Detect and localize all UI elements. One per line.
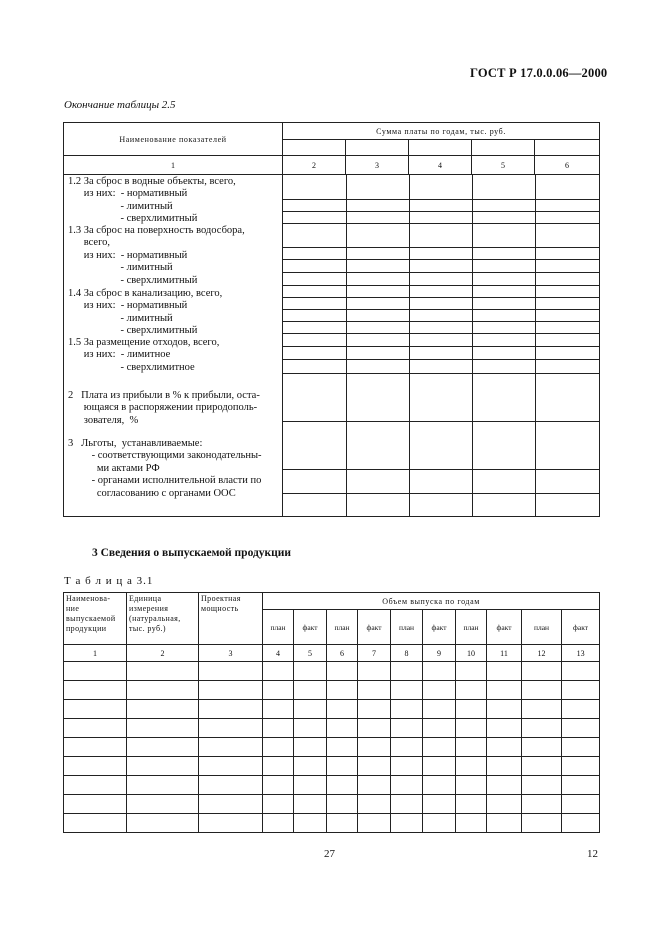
empty-cell bbox=[358, 662, 391, 681]
col-number: 5 bbox=[294, 645, 327, 662]
empty-cell bbox=[391, 719, 423, 738]
empty-cell bbox=[127, 662, 199, 681]
empty-cell bbox=[127, 700, 199, 719]
empty-cell bbox=[562, 681, 600, 700]
sheet-number: 12 bbox=[587, 848, 598, 860]
empty-cell bbox=[263, 700, 294, 719]
empty-cell bbox=[263, 662, 294, 681]
empty-cell bbox=[456, 681, 487, 700]
empty-cell bbox=[127, 814, 199, 833]
col-number: 2 bbox=[283, 156, 346, 175]
empty-cell bbox=[522, 738, 562, 757]
empty-cell bbox=[391, 776, 423, 795]
empty-cell bbox=[562, 719, 600, 738]
empty-cell bbox=[127, 795, 199, 814]
empty-cell bbox=[522, 757, 562, 776]
payment-sum-header: Сумма платы по годам, тыс. руб. bbox=[283, 123, 600, 140]
empty-cell bbox=[327, 700, 358, 719]
indicator-2: 2 Плата из прибыли в % к прибыли, оста- ющаяся в распоряжении природополь- зователя, % bbox=[68, 390, 260, 426]
table-row bbox=[64, 662, 600, 681]
section-3-title: 3 Сведения о выпускаемой продукции bbox=[92, 547, 292, 559]
empty-cell bbox=[391, 757, 423, 776]
empty-cell bbox=[456, 662, 487, 681]
empty-cell bbox=[127, 757, 199, 776]
col-number: 9 bbox=[423, 645, 456, 662]
empty-cell bbox=[522, 814, 562, 833]
col-number: 3 bbox=[346, 156, 409, 175]
table-row bbox=[64, 700, 600, 719]
col-number: 4 bbox=[409, 156, 472, 175]
fact-subheader: факт bbox=[358, 610, 391, 645]
empty-cell bbox=[487, 757, 522, 776]
col-number: 8 bbox=[391, 645, 423, 662]
plan-subheader: план bbox=[263, 610, 294, 645]
empty-cell bbox=[199, 662, 263, 681]
col-number: 13 bbox=[562, 645, 600, 662]
empty-cell bbox=[358, 719, 391, 738]
empty-cell bbox=[127, 719, 199, 738]
output-volume-header: Объем выпуска по годам bbox=[263, 593, 600, 610]
value-grid-lines bbox=[283, 175, 600, 516]
empty-cell bbox=[423, 757, 456, 776]
empty-cell bbox=[522, 776, 562, 795]
empty-cell bbox=[294, 719, 327, 738]
empty-cell bbox=[263, 719, 294, 738]
empty-cell bbox=[358, 738, 391, 757]
empty-cell bbox=[522, 700, 562, 719]
empty-cell bbox=[487, 814, 522, 833]
empty-cell bbox=[294, 700, 327, 719]
empty-cell bbox=[487, 795, 522, 814]
page-number: 27 bbox=[324, 848, 335, 860]
table-3-1 bbox=[63, 592, 600, 833]
empty-cell bbox=[487, 700, 522, 719]
empty-cell bbox=[423, 776, 456, 795]
product-name-header: Наименова- ние выпускаемой продукции bbox=[64, 593, 127, 645]
indicator-3: 3 Льготы, устанавливаемые: - соответствующими законодательны- ми актами РФ - органами исполнительной власти по согласованию с органами ООС bbox=[68, 438, 262, 499]
table-continuation-caption: Окончание таблицы 2.5 bbox=[64, 99, 176, 111]
col-number: 3 bbox=[199, 645, 263, 662]
table-row bbox=[64, 719, 600, 738]
empty-cell bbox=[263, 776, 294, 795]
empty-cell bbox=[199, 719, 263, 738]
empty-cell bbox=[487, 662, 522, 681]
empty-cell bbox=[64, 662, 127, 681]
empty-cell bbox=[64, 681, 127, 700]
empty-cell bbox=[327, 795, 358, 814]
empty-cell bbox=[456, 738, 487, 757]
empty-cell bbox=[391, 681, 423, 700]
col-number: 1 bbox=[64, 645, 127, 662]
empty-cell bbox=[487, 738, 522, 757]
empty-cell bbox=[64, 776, 127, 795]
fact-subheader: факт bbox=[487, 610, 522, 645]
plan-subheader: план bbox=[456, 610, 487, 645]
empty-cell bbox=[456, 776, 487, 795]
empty-cell bbox=[391, 662, 423, 681]
indicator-list-cell bbox=[64, 175, 283, 517]
empty-cell bbox=[562, 700, 600, 719]
empty-cell bbox=[391, 814, 423, 833]
empty-cell bbox=[263, 795, 294, 814]
empty-cell bbox=[456, 795, 487, 814]
empty-cell bbox=[199, 738, 263, 757]
value-grid bbox=[283, 175, 600, 517]
fact-subheader: факт bbox=[562, 610, 600, 645]
empty-cell bbox=[327, 719, 358, 738]
document-code: ГОСТ Р 17.0.0.06—2000 bbox=[470, 66, 608, 80]
indicator-group-1-3: 1.3 За сброс на поверхность водосбора, всего, из них: - нормативный - лимитный - сверхлимитный bbox=[68, 225, 245, 286]
empty-cell bbox=[358, 757, 391, 776]
empty-cell bbox=[64, 814, 127, 833]
empty-cell bbox=[294, 757, 327, 776]
empty-cell bbox=[327, 757, 358, 776]
empty-cell bbox=[327, 738, 358, 757]
empty-cell bbox=[263, 738, 294, 757]
unit-header: Единица измерения (натуральная, тыс. руб.) bbox=[127, 593, 199, 645]
empty-cell bbox=[64, 738, 127, 757]
empty-cell bbox=[294, 738, 327, 757]
empty-cell bbox=[487, 719, 522, 738]
empty-cell bbox=[199, 814, 263, 833]
col-number: 1 bbox=[64, 156, 283, 175]
empty-cell bbox=[294, 795, 327, 814]
blank-subheader-cell bbox=[409, 140, 472, 156]
empty-cell bbox=[423, 814, 456, 833]
empty-cell bbox=[294, 662, 327, 681]
empty-cell bbox=[562, 757, 600, 776]
fact-subheader: факт bbox=[423, 610, 456, 645]
empty-cell bbox=[263, 681, 294, 700]
empty-cell bbox=[327, 776, 358, 795]
col-number: 6 bbox=[327, 645, 358, 662]
empty-cell bbox=[391, 700, 423, 719]
blank-subheader-cell bbox=[283, 140, 346, 156]
col-number: 11 bbox=[487, 645, 522, 662]
empty-cell bbox=[294, 776, 327, 795]
col-number: 10 bbox=[456, 645, 487, 662]
empty-cell bbox=[199, 700, 263, 719]
empty-cell bbox=[327, 814, 358, 833]
empty-cell bbox=[562, 814, 600, 833]
empty-cell bbox=[199, 681, 263, 700]
empty-cell bbox=[263, 814, 294, 833]
indicator-group-1-2: 1.2 За сброс в водные объекты, всего, из них: - нормативный - лимитный - сверхлимитный bbox=[68, 176, 236, 225]
empty-cell bbox=[358, 814, 391, 833]
empty-cell bbox=[127, 776, 199, 795]
table-3-1-caption: Т а б л и ц а 3.1 bbox=[64, 575, 154, 587]
empty-cell bbox=[358, 700, 391, 719]
empty-cell bbox=[199, 776, 263, 795]
empty-cell bbox=[562, 662, 600, 681]
table-row bbox=[64, 814, 600, 833]
empty-cell bbox=[358, 681, 391, 700]
design-capacity-header: Проектная мощность bbox=[199, 593, 263, 645]
empty-cell bbox=[487, 681, 522, 700]
plan-subheader: план bbox=[391, 610, 423, 645]
indicator-name-header: Наименование показателей bbox=[64, 123, 283, 156]
empty-cell bbox=[64, 719, 127, 738]
empty-cell bbox=[327, 662, 358, 681]
empty-cell bbox=[456, 757, 487, 776]
empty-cell bbox=[423, 719, 456, 738]
empty-cell bbox=[562, 776, 600, 795]
empty-cell bbox=[456, 719, 487, 738]
empty-cell bbox=[358, 776, 391, 795]
table-2-5 bbox=[63, 122, 600, 517]
fact-subheader: факт bbox=[294, 610, 327, 645]
table-row bbox=[64, 776, 600, 795]
empty-cell bbox=[64, 757, 127, 776]
col-number: 5 bbox=[472, 156, 535, 175]
empty-cell bbox=[522, 719, 562, 738]
plan-subheader: план bbox=[522, 610, 562, 645]
empty-cell bbox=[423, 662, 456, 681]
table-3-1-body bbox=[64, 662, 600, 833]
col-number: 7 bbox=[358, 645, 391, 662]
empty-cell bbox=[294, 814, 327, 833]
empty-cell bbox=[391, 795, 423, 814]
empty-cell bbox=[327, 681, 358, 700]
table-row bbox=[64, 738, 600, 757]
empty-cell bbox=[423, 700, 456, 719]
empty-cell bbox=[64, 795, 127, 814]
blank-subheader-cell bbox=[472, 140, 535, 156]
blank-subheader-cell bbox=[535, 140, 600, 156]
empty-cell bbox=[294, 681, 327, 700]
col-number: 4 bbox=[263, 645, 294, 662]
empty-cell bbox=[522, 662, 562, 681]
empty-cell bbox=[423, 738, 456, 757]
indicator-group-1-4: 1.4 За сброс в канализацию, всего, из них: - нормативный - лимитный - сверхлимитный bbox=[68, 288, 223, 337]
empty-cell bbox=[127, 738, 199, 757]
table-row bbox=[64, 757, 600, 776]
empty-cell bbox=[522, 795, 562, 814]
table-row bbox=[64, 681, 600, 700]
empty-cell bbox=[64, 700, 127, 719]
empty-cell bbox=[127, 681, 199, 700]
table-row bbox=[64, 795, 600, 814]
empty-cell bbox=[423, 681, 456, 700]
empty-cell bbox=[199, 757, 263, 776]
empty-cell bbox=[456, 700, 487, 719]
empty-cell bbox=[263, 757, 294, 776]
blank-subheader-cell bbox=[346, 140, 409, 156]
indicator-group-1-5: 1.5 За размещение отходов, всего, из них: - лимитное - сверхлимитное bbox=[68, 337, 220, 373]
empty-cell bbox=[522, 681, 562, 700]
col-number: 12 bbox=[522, 645, 562, 662]
empty-cell bbox=[358, 795, 391, 814]
empty-cell bbox=[423, 795, 456, 814]
plan-subheader: план bbox=[327, 610, 358, 645]
col-number: 2 bbox=[127, 645, 199, 662]
empty-cell bbox=[487, 776, 522, 795]
empty-cell bbox=[456, 814, 487, 833]
col-number: 6 bbox=[535, 156, 600, 175]
empty-cell bbox=[562, 795, 600, 814]
empty-cell bbox=[391, 738, 423, 757]
empty-cell bbox=[562, 738, 600, 757]
empty-cell bbox=[199, 795, 263, 814]
